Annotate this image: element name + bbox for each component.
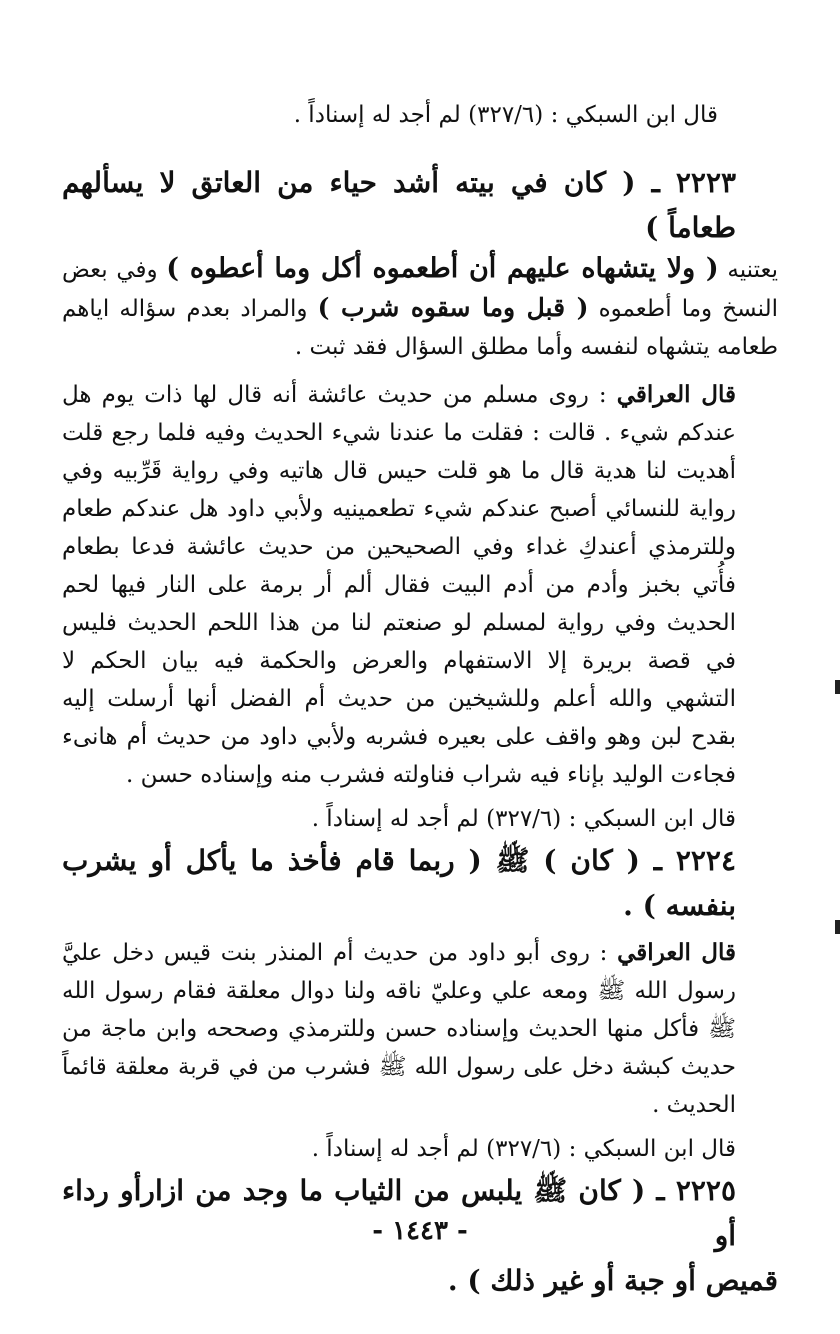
iraqi-paragraph-1 (62, 376, 778, 794)
hadith-quote: ( قبل وما سقوه شرب ) (317, 293, 589, 322)
sabki-note-1-text: قال ابن السبكي : (٣٢٧/٦) لم أجد له إسناداً . (293, 102, 718, 128)
hadith-2225-line-2: قميص أو جبة أو غير ذلك ) . (447, 1264, 778, 1297)
commentary-paragraph (62, 250, 778, 366)
hadith-2225-line-1: ٢٢٢٥ ـ ( كان ﷺ يلبس من الثياب ما وجد من ازارأو رداء أو (62, 1174, 736, 1252)
page-content (62, 96, 778, 1303)
commentary-text: النسخ وما أطعموه (598, 296, 779, 322)
page-number: - ١٤٤٣ - (372, 1216, 468, 1246)
hadith-2223-heading (62, 160, 778, 250)
iraqi-text: : روى أبو داود من حديث أم المنذر بنت قيس دخل عليَّ رسول الله ﷺ ومعه علي وعليّ ناقه ولنا دوال معلقة فقام رسول الله ﷺ فأكل منها الحديث وإسناده حسن وللترمذي وصححه وابن ماجة من حديث كبشة دخل على رسول الله ﷺ فشرب من في قربة معلقة قائماً الحديث . (62, 940, 737, 1118)
hadith-2224-heading (62, 838, 778, 928)
hadith-2225-continuation (62, 1258, 778, 1303)
iraqi-label: قال العراقي (617, 939, 736, 966)
hadith-quote: ( ولا يتشهاه عليهم أن أطعموه أكل وما أعطوه ) (166, 253, 719, 284)
iraqi-paragraph-2 (62, 934, 778, 1124)
hadith-number: ٢٢٢٣ ـ (651, 166, 737, 199)
sabki-note-2 (62, 800, 778, 838)
commentary-text: والمراد بعدم سؤاله اياهم طعامه (62, 296, 778, 360)
hadith-2224-text: ٢٢٢٤ ـ ( كان ) ﷺ ( ربما قام فأخذ ما يأكل أو يشرب بنفسه ) . (62, 844, 736, 922)
sabki-note-3 (62, 1130, 778, 1168)
sabki-note-3-text: قال ابن السبكي : (٣٢٧/٦) لم أجد له إسناداً . (311, 1136, 736, 1162)
commentary-text: يتشهاه لنفسه وأما مطلق السؤال فقد ثبت . (294, 334, 710, 360)
commentary-text: يعتنيه (727, 257, 779, 283)
commentary-text: وفي بعض (62, 257, 158, 283)
iraqi-label: قال العراقي (616, 381, 736, 408)
sabki-note-1 (62, 96, 778, 134)
iraqi-text: : روى مسلم من حديث عائشة أنه قال لها ذات يوم هل عندكم شيء . قالت : فقلت ما عندنا شيء الحديث وفيه فلما رجع قلت أهديت لنا هدية قال ما هو قلت حيس قال هاتيه وفي رواية قَرِّبيه وفي رواية للنسائي أصبح عندكم شيء تطعمينيه ولأبي داود هل عندكم طعام وللترمذي أعندكِ غداء وفي الصحيحين من حديث عائشة فدعا بطعام فأُتي بخبز وأدم من أدم البيت فقال ألم أر برمة على النار فيها لحم الحديث وفي رواية لمسلم لو صنعتم لنا من هذا اللحم الحديث فليس في قصة بريرة إلا الاستفهام والعرض والحكمة فيه بيان الحكم لا التشهي والله أعلم وللشيخين من حديث أم الفضل أنها أرسلت إليه بقدح لبن وهو واقف على بعيره فشربه ولأبي داود من حديث أم هانىء فجاءت الوليد بإناء فيه شراب فناولته فشرب منه وإسناده حسن . (62, 382, 736, 788)
scan-edge-mark (835, 680, 840, 694)
sabki-note-2-text: قال ابن السبكي : (٣٢٧/٦) لم أجد له إسناداً . (311, 806, 736, 832)
hadith-2223-text: ( كان في بيته أشد حياء من العاتق لا يسألهم طعاماً ) (62, 166, 736, 244)
hadith-2223 (62, 160, 778, 366)
scan-edge-mark (835, 920, 840, 934)
